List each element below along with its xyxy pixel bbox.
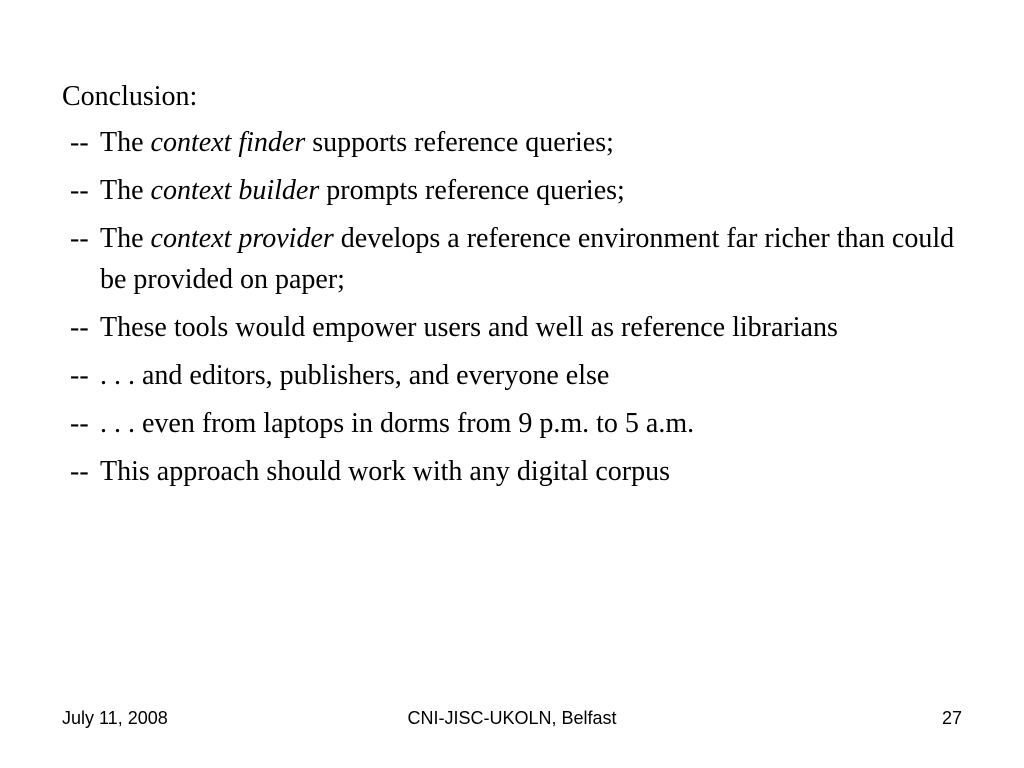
bullet-emphasis: context builder bbox=[150, 175, 320, 206]
slide-body bbox=[62, 76, 962, 499]
bullet-text: . . . even from laptops in dorms from 9 p.m. to 5 a.m. bbox=[100, 408, 695, 439]
bullet-dash: -- bbox=[70, 456, 89, 487]
bullet-prefix: The bbox=[100, 175, 151, 206]
footer-event: CNI-JISC-UKOLN, Belfast bbox=[407, 708, 617, 728]
bullet-item bbox=[62, 170, 962, 211]
bullet-suffix: prompts reference queries; bbox=[319, 175, 625, 206]
bullet-suffix: supports reference queries; bbox=[305, 127, 614, 158]
bullet-prefix: The bbox=[100, 223, 151, 254]
bullet-suffix: develops a reference environment far richer than could be provided on paper; bbox=[100, 223, 955, 295]
bullet-dash: -- bbox=[70, 223, 89, 254]
slide-heading: Conclusion: bbox=[62, 81, 198, 112]
bullet-dash: -- bbox=[70, 175, 89, 206]
bullet-dash: -- bbox=[70, 360, 89, 391]
bullet-item bbox=[62, 451, 962, 492]
bullet-text: These tools would empower users and well as reference librarians bbox=[100, 312, 838, 343]
bullet-emphasis: context provider bbox=[150, 223, 334, 254]
bullet-dash: -- bbox=[70, 127, 89, 158]
footer-page-number: 27 bbox=[941, 708, 962, 728]
footer-date: July 11, 2008 bbox=[62, 708, 168, 728]
bullet-item bbox=[62, 218, 962, 300]
bullet-dash: -- bbox=[70, 408, 89, 439]
bullet-prefix: The bbox=[100, 127, 151, 158]
bullet-text: . . . and editors, publishers, and everyone else bbox=[100, 360, 610, 391]
bullet-item bbox=[62, 403, 962, 444]
bullet-dash: -- bbox=[70, 312, 89, 343]
bullet-item bbox=[62, 122, 962, 163]
bullet-item bbox=[62, 355, 962, 396]
bullet-emphasis: context finder bbox=[150, 127, 306, 158]
bullet-item bbox=[62, 307, 962, 348]
bullet-text: This approach should work with any digital corpus bbox=[100, 456, 671, 487]
